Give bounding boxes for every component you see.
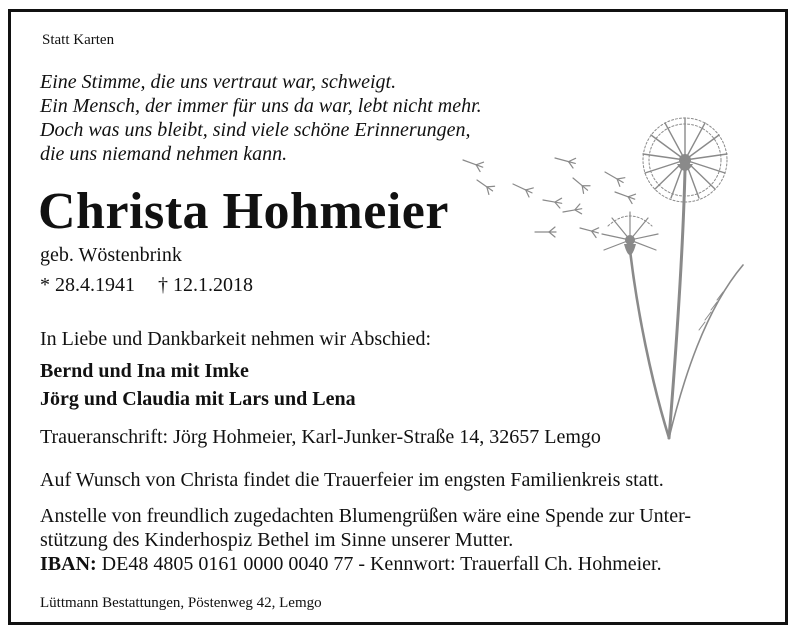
- ceremony-line: Auf Wunsch von Christa findet die Trauerfeier im engsten Familienkreis statt.: [40, 469, 664, 491]
- dandelion-illustration-icon: [455, 100, 775, 450]
- poem-line: die uns niemand nehmen kann.: [40, 143, 288, 165]
- mourner-line: Bernd und Ina mit Imke: [40, 360, 249, 382]
- mourner-line: Jörg und Claudia mit Lars und Lena: [40, 388, 356, 410]
- death-date: † 12.1.2018: [158, 274, 253, 296]
- address-line: Traueranschrift: Jörg Hohmeier, Karl-Junker-Straße 14, 32657 Lemgo: [40, 426, 601, 448]
- donation-line: Anstelle von freundlich zugedachten Blumengrüßen wäre eine Spende zur Unter-: [40, 505, 692, 527]
- poem-line: Eine Stimme, die uns vertraut war, schweigt.: [40, 71, 397, 93]
- iban-details: DE48 4805 0161 0000 0040 77 - Kennwort: Trauerfall Ch. Hohmeier.: [101, 553, 662, 575]
- farewell-line: In Liebe und Dankbarkeit nehmen wir Abschied:: [40, 328, 431, 350]
- donation-line: stützung des Kinderhospiz Bethel im Sinne unserer Mutter.: [40, 529, 514, 551]
- iban-label: IBAN:: [40, 553, 97, 575]
- iban-line: [40, 553, 662, 576]
- deceased-name: Christa Hohmeier: [38, 183, 449, 240]
- footer-funeral-home: Lüttmann Bestattungen, Pöstenweg 42, Lemgo: [40, 595, 322, 611]
- poem-line: Ein Mensch, der immer für uns da war, lebt nicht mehr.: [40, 95, 482, 117]
- maiden-name: geb. Wöstenbrink: [40, 244, 182, 266]
- birth-date: * 28.4.1941: [40, 274, 135, 296]
- poem-line: Doch was uns bleibt, sind viele schöne Erinnerungen,: [40, 119, 471, 141]
- header-label: Statt Karten: [42, 32, 115, 48]
